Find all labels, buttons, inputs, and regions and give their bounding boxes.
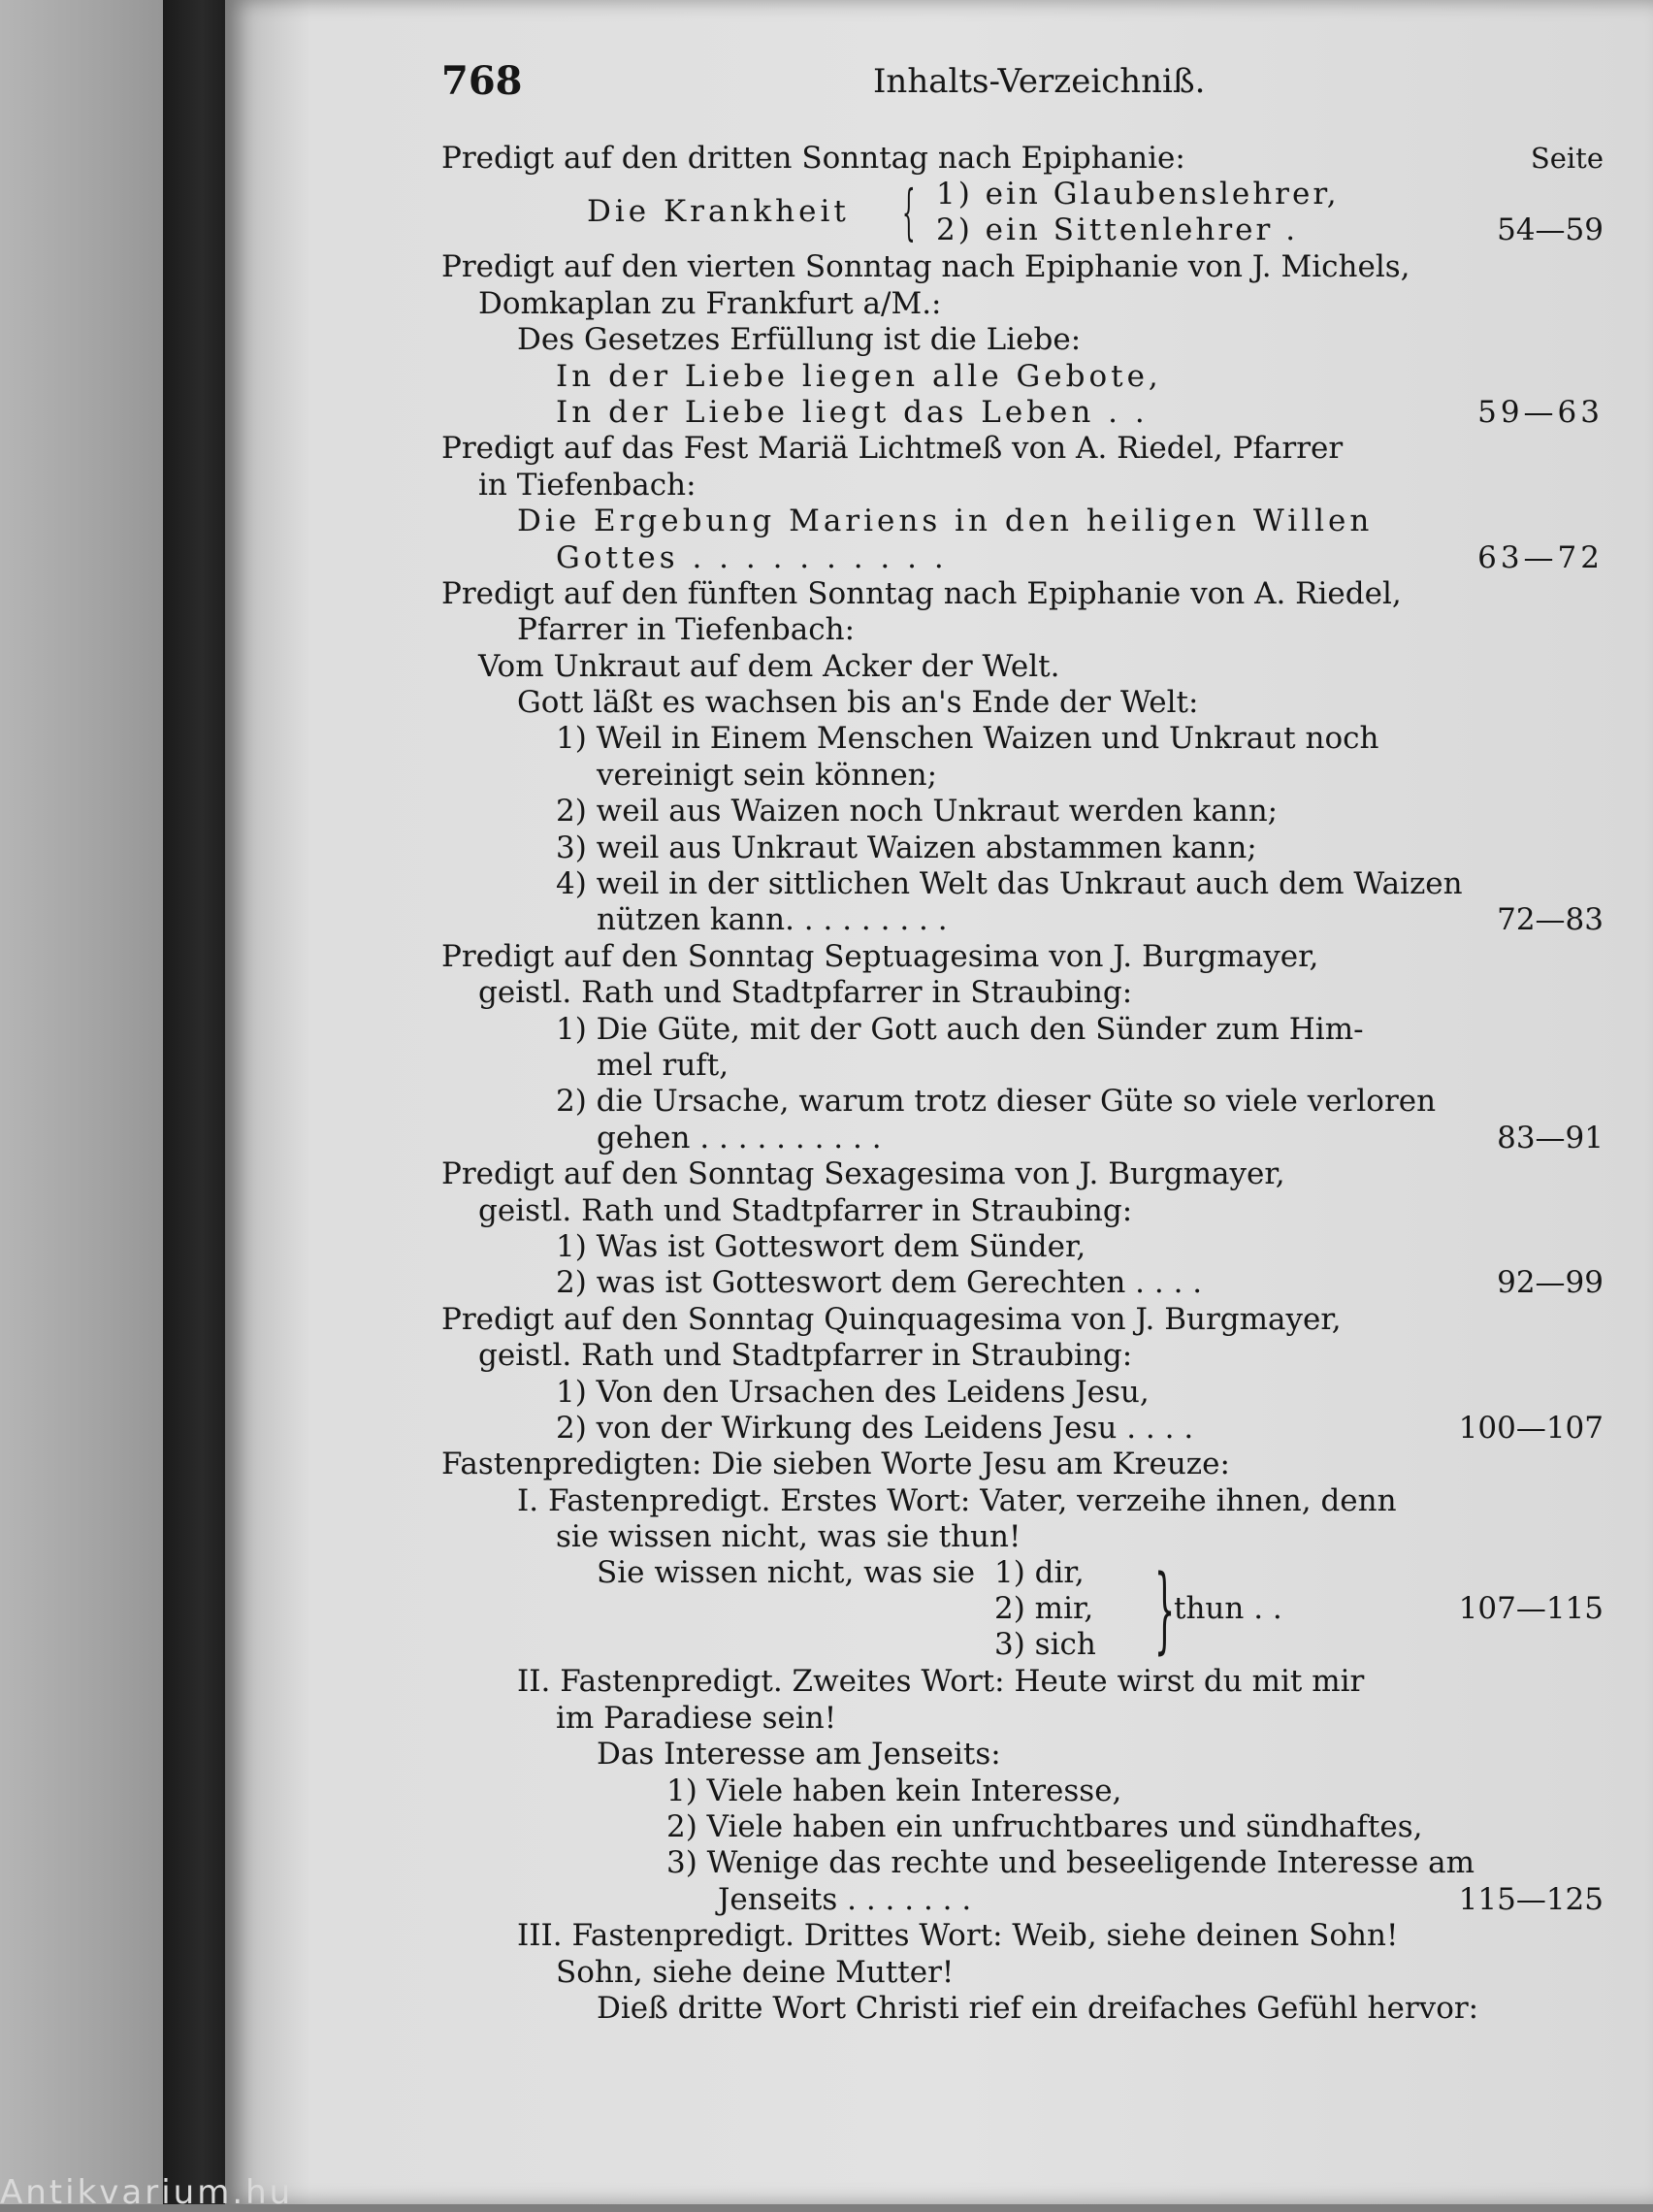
entry-line: 1) Von den Ursachen des Leidens Jesu, bbox=[556, 1374, 1150, 1410]
entry-line: II. Fastenpredigt. Zweites Wort: Heute wirst du mit mir bbox=[517, 1664, 1365, 1700]
entry-line: In der Liebe liegen alle Gebote, bbox=[556, 358, 1162, 394]
brace-symbol: } bbox=[1153, 1555, 1176, 1665]
table-of-contents bbox=[441, 141, 1605, 2027]
entry-line-text: 2) von der Wirkung des Leidens Jesu . . . . bbox=[556, 1410, 1194, 1446]
entry-line: Die Ergebung Mariens in den heiligen Willen bbox=[517, 504, 1374, 539]
entry-line: 1) Die Güte, mit der Gott auch den Sünder zum Him- bbox=[556, 1011, 1364, 1047]
entry-line: 2) die Ursache, warum trotz dieser Güte so viele verloren bbox=[556, 1084, 1437, 1120]
entry-line: geistl. Rath und Stadtpfarrer in Straubing: bbox=[478, 1338, 1133, 1374]
krankheit-label: Die Krankheit bbox=[587, 194, 850, 230]
entry-line: Sohn, siehe deine Mutter! bbox=[556, 1954, 955, 1990]
toc-entry-10 bbox=[441, 1918, 1605, 2027]
sie-wissen-intro: Sie wissen nicht, was sie bbox=[597, 1555, 976, 1591]
entry-line: I. Fastenpredigt. Erstes Wort: Vater, verzeihe ihnen, denn bbox=[517, 1482, 1397, 1518]
entry-line: vereinigt sein können; bbox=[597, 757, 938, 793]
page-range: 63—72 bbox=[1477, 539, 1604, 575]
sie-wissen-item-2: 2) mir, bbox=[994, 1591, 1094, 1627]
entry-line: 1) Was ist Gotteswort dem Sünder, bbox=[556, 1228, 1086, 1264]
entry-line: Fastenpredigten: Die sieben Worte Jesu am Kreuze: bbox=[441, 1447, 1230, 1482]
entry-line: Predigt auf den vierten Sonntag nach Epiphanie von J. Michels, bbox=[441, 249, 1410, 285]
page-header bbox=[441, 58, 1605, 116]
entry-line: im Paradiese sein! bbox=[556, 1700, 837, 1736]
entry-line: 1) Weil in Einem Menschen Waizen und Unkraut noch bbox=[556, 721, 1379, 757]
entry-line: Pfarrer in Tiefenbach: bbox=[517, 612, 856, 648]
toc-entry-3 bbox=[441, 431, 1605, 576]
entry-line bbox=[441, 1882, 1605, 1918]
page-range: 59—63 bbox=[1477, 394, 1604, 430]
page-range: 100—107 bbox=[1458, 1410, 1604, 1446]
entry-heading bbox=[441, 141, 1605, 177]
entry-line bbox=[441, 540, 1605, 576]
entry-line-text: In der Liebe liegt das Leben . . bbox=[556, 394, 1149, 430]
entry-line-text: Jenseits . . . . . . . bbox=[718, 1881, 972, 1917]
entry-line: Domkaplan zu Frankfurt a/M.: bbox=[478, 285, 942, 321]
entry-line-text: nützen kann. . . . . . . . . bbox=[597, 902, 948, 938]
column-label: Seite bbox=[1530, 142, 1604, 175]
sie-wissen-block bbox=[441, 1555, 1605, 1664]
page-number: 768 bbox=[441, 58, 523, 104]
entry-line bbox=[441, 902, 1605, 938]
toc-entry-4 bbox=[441, 576, 1605, 939]
entry-line: 4) weil in der sittlichen Welt das Unkraut auch dem Waizen bbox=[556, 866, 1463, 902]
entry-line-text: 2) was ist Gotteswort dem Gerechten . . . . bbox=[556, 1265, 1203, 1301]
entry-line: in Tiefenbach: bbox=[478, 467, 697, 503]
toc-entry-6 bbox=[441, 1156, 1605, 1302]
krankheit-block bbox=[441, 177, 1605, 249]
krankheit-item-1: 1) ein Glaubenslehrer, bbox=[936, 177, 1340, 212]
entry-line: 3) Wenige das rechte und beseeligende Interesse am bbox=[666, 1845, 1475, 1881]
page-range: 54—59 bbox=[1497, 212, 1604, 248]
entry-line: 2) weil aus Waizen noch Unkraut werden kann; bbox=[556, 794, 1279, 830]
toc-entry-8 bbox=[441, 1447, 1605, 1664]
sie-wissen-ending: thun . . bbox=[1174, 1591, 1282, 1627]
entry-line: geistl. Rath und Stadtpfarrer in Straubing: bbox=[478, 975, 1133, 1011]
entry-line bbox=[441, 1265, 1605, 1301]
watermark: Antikvarium.hu bbox=[0, 2173, 294, 2212]
brace-symbol: { bbox=[901, 177, 916, 248]
entry-line: Predigt auf den Sonntag Quinquagesima von J. Burgmayer, bbox=[441, 1301, 1342, 1337]
entry-line: Vom Unkraut auf dem Acker der Welt. bbox=[478, 648, 1060, 684]
entry-line: Predigt auf das Fest Mariä Lichtmeß von A. Riedel, Pfarrer bbox=[441, 431, 1344, 467]
page-range: 115—125 bbox=[1458, 1881, 1604, 1917]
entry-line: mel ruft, bbox=[597, 1047, 729, 1083]
entry-line: Das Interesse am Jenseits: bbox=[597, 1737, 1001, 1773]
entry-line: III. Fastenpredigt. Drittes Wort: Weib, siehe deinen Sohn! bbox=[517, 1918, 1399, 1954]
entry-line: Gott läßt es wachsen bis an's Ende der Welt: bbox=[517, 685, 1199, 721]
entry-line: sie wissen nicht, was sie thun! bbox=[556, 1519, 1021, 1555]
toc-entry-7 bbox=[441, 1302, 1605, 1448]
entry-line: Predigt auf den fünften Sonntag nach Epiphanie von A. Riedel, bbox=[441, 575, 1402, 611]
entry-line: Predigt auf den Sonntag Sexagesima von J. Burgmayer, bbox=[441, 1156, 1285, 1192]
entry-line: 1) Viele haben kein Interesse, bbox=[666, 1773, 1122, 1808]
toc-entry-2 bbox=[441, 249, 1605, 431]
entry-line: Dieß dritte Wort Christi rief ein dreifaches Gefühl hervor: bbox=[597, 1990, 1479, 2026]
page-range: 92—99 bbox=[1497, 1265, 1604, 1301]
entry-line: 2) Viele haben ein unfruchtbares und sündhaftes, bbox=[666, 1809, 1423, 1845]
toc-entry-9 bbox=[441, 1664, 1605, 1918]
sie-wissen-item-3: 3) sich bbox=[994, 1627, 1096, 1663]
entry-heading-text: Predigt auf den dritten Sonntag nach Epiphanie: bbox=[441, 141, 1185, 176]
toc-entry-1 bbox=[441, 141, 1605, 249]
entry-line-text: gehen . . . . . . . . . . bbox=[597, 1120, 882, 1155]
page-range: 72—83 bbox=[1497, 902, 1604, 938]
page-range: 83—91 bbox=[1497, 1120, 1604, 1155]
entry-line bbox=[441, 1121, 1605, 1156]
running-title: Inhalts-Verzeichniß. bbox=[873, 62, 1206, 101]
entry-line: geistl. Rath und Stadtpfarrer in Straubing: bbox=[478, 1192, 1133, 1228]
page-range: 107—115 bbox=[1458, 1591, 1604, 1627]
entry-line: 3) weil aus Unkraut Waizen abstammen kann; bbox=[556, 830, 1257, 865]
scan-background bbox=[0, 0, 170, 2204]
sie-wissen-item-1: 1) dir, bbox=[994, 1555, 1085, 1591]
krankheit-item-2: 2) ein Sittenlehrer . bbox=[936, 212, 1299, 248]
entry-line bbox=[441, 395, 1605, 431]
toc-entry-5 bbox=[441, 939, 1605, 1156]
entry-line: Des Gesetzes Erfüllung ist die Liebe: bbox=[517, 322, 1082, 358]
entry-line: Predigt auf den Sonntag Septuagesima von J. Burgmayer, bbox=[441, 938, 1319, 974]
entry-line-text: Gottes . . . . . . . . . . bbox=[556, 539, 948, 575]
entry-line bbox=[441, 1411, 1605, 1447]
